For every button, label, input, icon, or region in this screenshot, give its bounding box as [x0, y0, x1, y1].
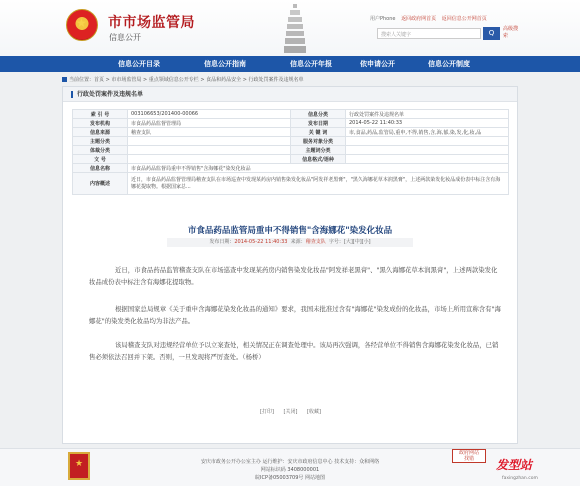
- nav-item-system[interactable]: 信息公开制度: [428, 60, 470, 68]
- nav-item-catalog[interactable]: 信息公开目录: [118, 60, 160, 68]
- footer-line: 网站标识码 3408000001: [260, 467, 320, 473]
- table-row: [73, 146, 509, 155]
- meta-table: [72, 109, 509, 195]
- meta-label: 信息名称: [73, 164, 128, 173]
- meta-value: 稽查支队: [128, 128, 291, 137]
- font-size-switch[interactable]: [大][中][小]: [343, 239, 371, 245]
- table-row: [73, 128, 509, 137]
- table-row: [73, 110, 509, 119]
- footer-line: 安庆市政务公开办公室主办 运行维护：安庆市政府信息中心 技术支持：众和网络: [200, 459, 380, 465]
- gov-error-report-badge[interactable]: [452, 449, 486, 463]
- print-button[interactable]: [打印]: [260, 409, 274, 415]
- meta-summary-value: 近日，市食品药品监督管理局稽查支队在市场巡查中发现某药房内销售染发化妆品"阿发祥老黑膏"，"黑久海娜花草本润黑膏"，上述两款染发化妆品成份表中标注含有海娜花提取物。根据国家总...: [128, 173, 509, 195]
- site-title[interactable]: 市市场监管局: [108, 15, 195, 31]
- paragraph-text: 该局稽查支队对违规经营单位予以立案查处，相关情况正在调查处理中。该局再次强调，各经营单位不得销售含海娜花染发化妆品，已销售必须依法召回并下架。否则，一旦发现将严厉查处。（杨桥）: [89, 341, 499, 361]
- table-row: [73, 164, 509, 173]
- breadcrumb-text[interactable]: 当前位置：首页 > 市市场监管局 > 重点领域信息公开专栏 > 食品和药品安全 > 行政处罚案件及违规名单: [69, 77, 304, 83]
- meta-label: 索 引 号: [73, 110, 128, 119]
- meta-value: [346, 137, 509, 146]
- meta-value: 市,食品,药品,监管局,重申,不得,销售,含,海,郁,染,发,化,妆,品: [346, 128, 509, 137]
- advanced-search-link[interactable]: 高级搜索: [503, 26, 519, 39]
- source-value: 稽查支队: [305, 239, 326, 245]
- meta-label: 信息来源: [73, 128, 128, 137]
- paragraph-text: 近日，市食品药品监管稽查支队在市场巡查中发现某药房内销售染发化妆品"阿发祥老黑膏"、"黑久海娜花草本润黑膏"，上述两款染发化妆品成份表中标注含有海娜花提取物。: [89, 266, 498, 286]
- national-emblem-icon: [66, 9, 98, 41]
- breadcrumb: [62, 76, 303, 83]
- meta-value: 2014-05-22 11:40:33: [346, 119, 509, 128]
- meta-value: [346, 146, 509, 155]
- pub-date-label: 发布日期：: [209, 239, 235, 245]
- meta-value: 行政处罚案件及违规名单: [346, 110, 509, 119]
- open-portal-link[interactable]: 返回信息公开网首页: [441, 16, 487, 22]
- nav-item-guide[interactable]: 信息公开指南: [204, 60, 246, 68]
- font-size-label: 字号：: [328, 239, 344, 245]
- meta-value: [128, 146, 291, 155]
- meta-value: [128, 137, 291, 146]
- article-tools: [260, 408, 329, 415]
- pub-date: 2014-05-22 11:40:33: [234, 239, 288, 245]
- table-row: [73, 155, 509, 164]
- meta-value: 市食品药品监督管理局: [128, 119, 291, 128]
- meta-label: 关 键 词: [291, 128, 346, 137]
- table-row: [73, 173, 509, 195]
- favorite-button[interactable]: [收藏]: [307, 409, 321, 415]
- paragraph-text: 根据国家总局规章《关于重申含海娜花染发化妆品的通知》要求，我国未批准过含有"海娜花"染发成份的化妆品，市场上所用宣称含有"海娜花"的染发类化妆品均为非法产品。: [89, 305, 501, 325]
- meta-value: 003106653/201400-00066: [128, 110, 291, 119]
- search-button[interactable]: Q: [483, 27, 500, 40]
- close-button[interactable]: [关闭]: [283, 409, 298, 415]
- meta-label: 内容概述: [73, 173, 128, 195]
- meta-title-value: 市食品药品监督局重申不得销售"含海娜花"染发化妆品: [128, 164, 509, 173]
- meta-label: 发布机构: [73, 119, 128, 128]
- user-phone-link[interactable]: 用户Phone: [370, 16, 396, 22]
- pagoda-icon: [280, 2, 310, 54]
- meta-label: 信息分类: [291, 110, 346, 119]
- meta-label: 主题分类: [73, 137, 128, 146]
- meta-value: [128, 155, 291, 164]
- article-paragraph: [89, 339, 501, 363]
- nav-item-application[interactable]: 依申请公开: [360, 60, 395, 68]
- article-paragraph: [89, 264, 501, 288]
- meta-label: 体裁分类: [73, 146, 128, 155]
- gov-portal-link[interactable]: 返回政府网首页: [401, 16, 437, 22]
- search-input[interactable]: 搜索人关键字: [377, 28, 481, 39]
- meta-label: 发布日期: [291, 119, 346, 128]
- meta-label: 信息格式/语种: [291, 155, 346, 164]
- article-paragraph: [89, 303, 501, 327]
- footer-line: 皖ICP备05003709号 网站地图: [254, 475, 326, 481]
- table-row: [73, 137, 509, 146]
- panel-header: [63, 87, 517, 102]
- meta-label: 文 号: [73, 155, 128, 164]
- watermark-logo: 发型站: [496, 458, 533, 472]
- meta-label: 主题词分类: [291, 146, 346, 155]
- article-title: 市食品药品监管局重申不得销售"含海娜花"染发化妆品: [187, 226, 393, 236]
- home-icon: [62, 77, 67, 82]
- nav-item-annual-report[interactable]: 信息公开年报: [290, 60, 332, 68]
- site-header: [0, 0, 580, 56]
- site-subtitle: 信息公开: [109, 33, 141, 42]
- panel-title: 行政处罚案件及违规名单: [71, 91, 143, 98]
- main-nav: [0, 56, 580, 72]
- publish-info: [167, 238, 413, 247]
- badge-top-text: 政府网站: [458, 450, 479, 456]
- table-row: [73, 119, 509, 128]
- top-links: [370, 15, 491, 22]
- meta-label: 服务对象分类: [291, 137, 346, 146]
- source-label: 来源：: [290, 239, 306, 245]
- meta-value: [346, 155, 509, 164]
- badge-bottom-text: 找错: [463, 456, 474, 462]
- watermark-url: faxingzhan.com: [502, 476, 538, 481]
